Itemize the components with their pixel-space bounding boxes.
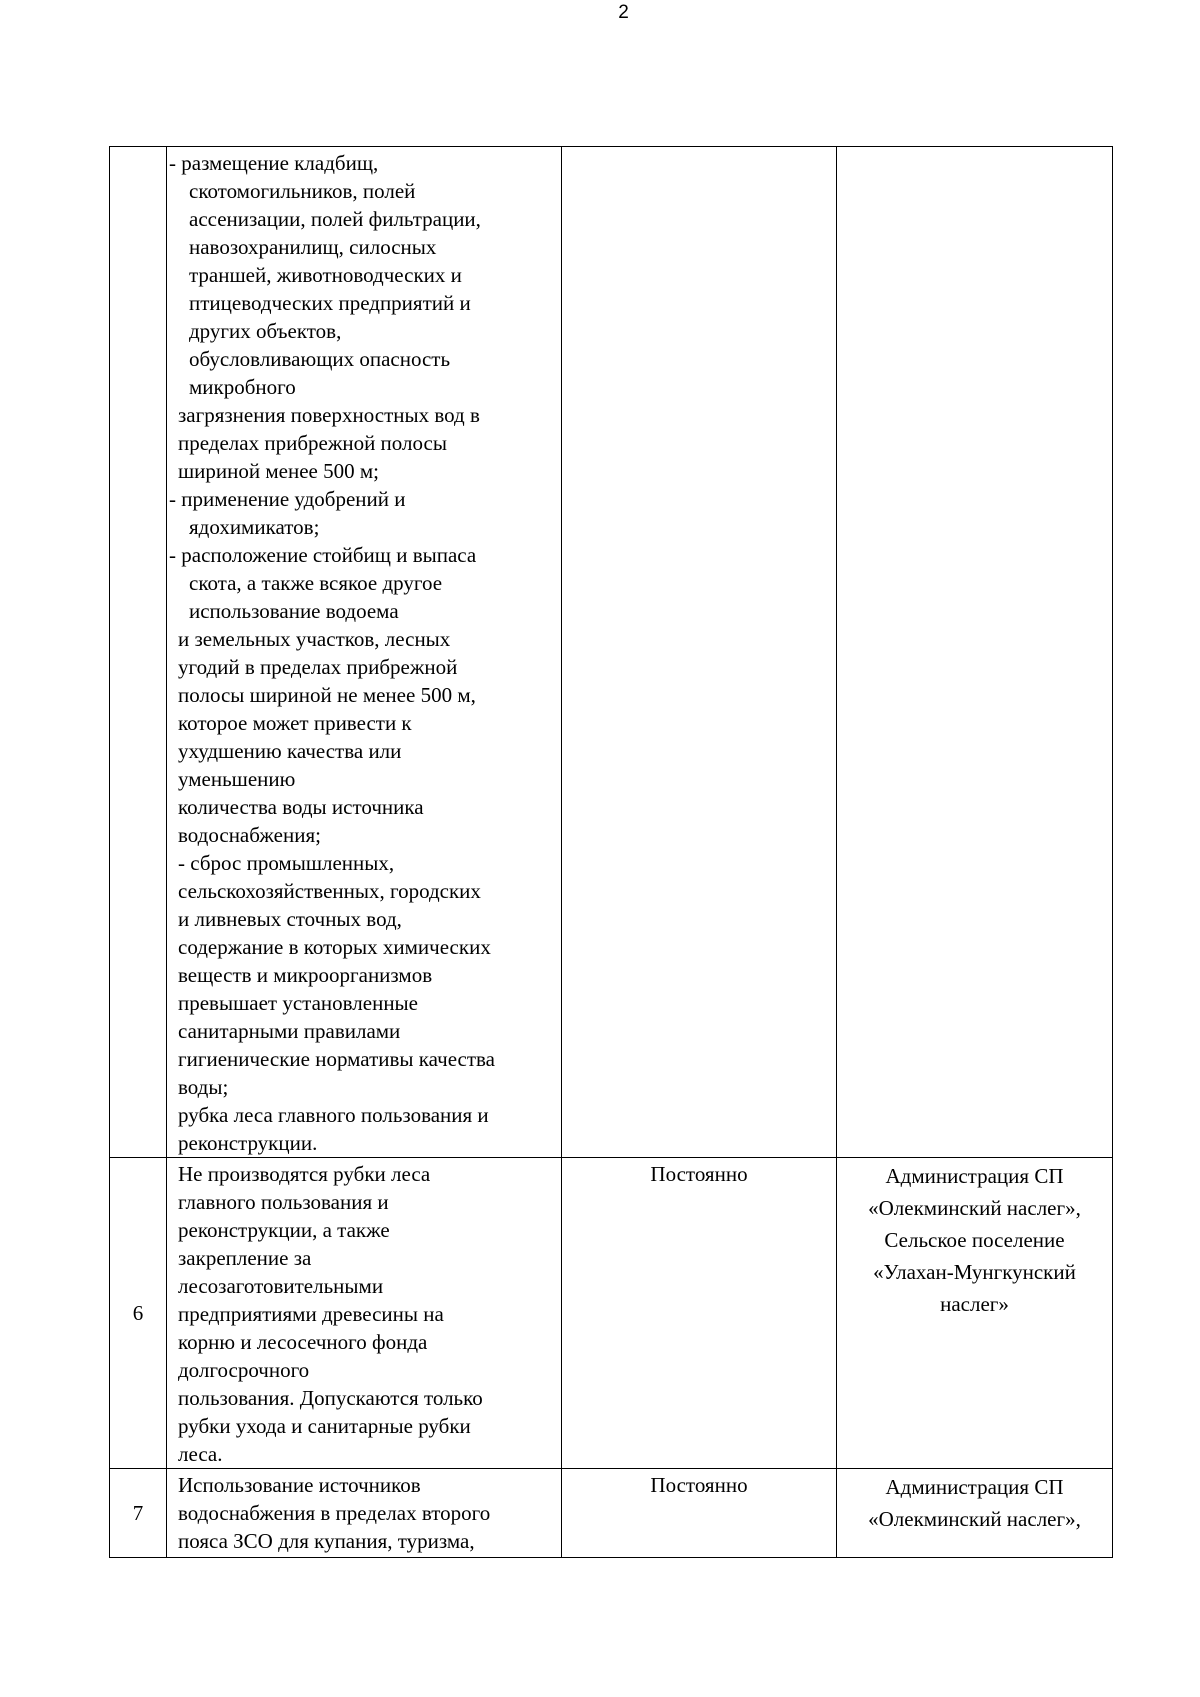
measure-text-cell xyxy=(167,1158,562,1469)
text-line: пояса ЗСО для купания, туризма, xyxy=(178,1529,475,1553)
responsible-cell xyxy=(837,1469,1113,1558)
text-line: птицеводческих предприятий и xyxy=(189,291,471,315)
text-line: рубки ухода и санитарные рубки xyxy=(178,1414,471,1438)
text-line: которое может привести к xyxy=(178,711,412,735)
text-line: санитарными правилами xyxy=(178,1019,401,1043)
row-number-cell: 6 xyxy=(110,1158,167,1469)
text-line: - размещение кладбищ, xyxy=(169,151,379,175)
text-line: закрепление за xyxy=(178,1246,312,1270)
text-line: ядохимикатов; xyxy=(189,515,320,539)
text-line: - сброс промышленных, xyxy=(178,851,395,875)
table-row xyxy=(110,147,1113,1158)
text-line: водоснабжения в пределах второго xyxy=(178,1501,491,1525)
measure-text-cell xyxy=(167,1469,562,1558)
responsible-line: Администрация СП xyxy=(885,1475,1064,1499)
responsible-cell xyxy=(837,147,1113,1158)
page-number: 2 xyxy=(618,2,629,23)
table-row xyxy=(110,1469,1113,1558)
text-line: рубка леса главного пользования и xyxy=(178,1103,489,1127)
text-line: ухудшению качества или xyxy=(178,739,402,763)
text-line: воды; xyxy=(178,1075,229,1099)
text-line: - расположение стойбищ и выпаса xyxy=(169,543,477,567)
text-line: количества воды источника xyxy=(178,795,424,819)
term-cell: Постоянно xyxy=(562,1158,837,1469)
text-line: реконструкции. xyxy=(178,1131,318,1155)
responsible-line: Сельское поселение xyxy=(884,1228,1065,1252)
text-line: загрязнения поверхностных вод в xyxy=(178,403,480,427)
text-line: навозохранилищ, силосных xyxy=(189,235,437,259)
text-line: других объектов, xyxy=(189,319,342,343)
responsible-cell xyxy=(837,1158,1113,1469)
text-line: сельскохозяйственных, городских xyxy=(178,879,481,903)
text-line: шириной менее 500 м; xyxy=(178,459,379,483)
text-line: реконструкции, а также xyxy=(178,1218,390,1242)
text-line: и земельных участков, лесных xyxy=(178,627,451,651)
text-line: угодий в пределах прибрежной xyxy=(178,655,458,679)
text-line: гигиенические нормативы качества xyxy=(178,1047,495,1071)
text-line: пользования. Допускаются только xyxy=(178,1386,483,1410)
text-line: лесозаготовительными xyxy=(178,1274,384,1298)
text-line: микробного xyxy=(189,375,296,399)
text-line: содержание в которых химических xyxy=(178,935,491,959)
term-cell: Постоянно xyxy=(562,1469,837,1558)
text-line: леса. xyxy=(178,1442,223,1466)
text-line: ассенизации, полей фильтрации, xyxy=(189,207,481,231)
responsible-line: «Олекминский наслег», xyxy=(868,1507,1081,1531)
responsible-line: «Улахан-Мунгкунский xyxy=(873,1260,1076,1284)
row-number-cell: 7 xyxy=(110,1469,167,1558)
row-number-cell xyxy=(110,147,167,1158)
text-line: уменьшению xyxy=(178,767,296,791)
text-line: превышает установленные xyxy=(178,991,418,1015)
responsible-line: наслег» xyxy=(940,1292,1009,1316)
measures-table xyxy=(109,146,1113,1558)
responsible-line: Администрация СП xyxy=(885,1164,1064,1188)
text-line: Не производятся рубки леса xyxy=(178,1162,431,1186)
responsible-line: «Олекминский наслег», xyxy=(868,1196,1081,1220)
text-line: пределах прибрежной полосы xyxy=(178,431,447,455)
text-line: водоснабжения; xyxy=(178,823,321,847)
table-row xyxy=(110,1158,1113,1469)
text-line: использование водоема xyxy=(189,599,399,623)
text-line: скота, а также всякое другое xyxy=(189,571,443,595)
text-line: главного пользования и xyxy=(178,1190,389,1214)
text-line: траншей, животноводческих и xyxy=(189,263,462,287)
text-line: скотомогильников, полей xyxy=(189,179,416,203)
text-line: корню и лесосечного фонда xyxy=(178,1330,428,1354)
text-line: - применение удобрений и xyxy=(169,487,406,511)
text-line: Использование источников xyxy=(178,1473,421,1497)
measure-text-cell xyxy=(167,147,562,1158)
text-line: полосы шириной не менее 500 м, xyxy=(178,683,476,707)
text-line: веществ и микроорганизмов xyxy=(178,963,433,987)
term-cell xyxy=(562,147,837,1158)
text-line: долгосрочного xyxy=(178,1358,310,1382)
text-line: предприятиями древесины на xyxy=(178,1302,444,1326)
text-line: и ливневых сточных вод, xyxy=(178,907,402,931)
text-line: обусловливающих опасность xyxy=(189,347,451,371)
